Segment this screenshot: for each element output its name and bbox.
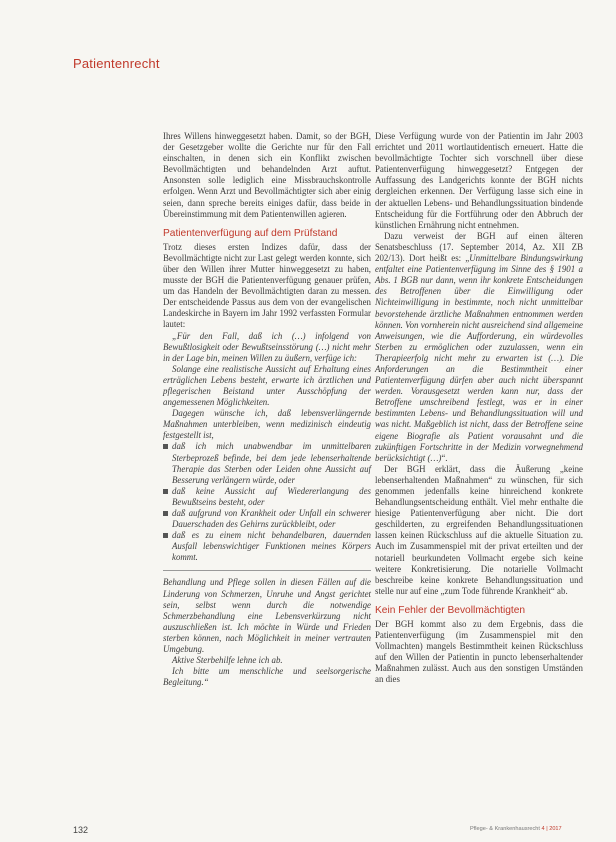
text-run: Dazu verweist der BGH auf einen älteren Senatsbeschluss (17. September 2014, Az. XII ZB 202/13). Dort heißt es: „ — [375, 230, 583, 264]
journal-name: Pflege- & Krankenhausrecht — [470, 826, 540, 832]
footer-journal — [470, 826, 562, 832]
text-run: “. — [441, 452, 448, 463]
quote-paragraph: Dagegen wünsche ich, daß lebensverlängernde Maßnahmen unterbleiben, wenn medizinisch eindeutig festgestellt ist, — [163, 408, 371, 441]
section-title: Patientenrecht — [73, 56, 160, 71]
list-item: daß ich mich unabwendbar im unmittelbaren Sterbeprozeß befinde, bei dem jede lebenserhaltende Therapie das Sterben oder Leiden ohne Aussicht auf Besserung verlängern würde, oder — [163, 441, 371, 485]
list-item: daß keine Aussicht auf Wiedererlangung des Bewußtseins besteht, oder — [163, 486, 371, 508]
paragraph: Trotz dieses ersten Indizes dafür, dass der Bevollmächtigte nicht zur Last gelegt werden konnte, sich über den Willen ihrer Mutter hinweggesetzt zu haben, musste der BGH die Patientenverfügung genauer prüfen, um das Handeln der Bevollmächtigten daran zu messen. Der entscheidende Passus aus dem von der evangelischen Landeskirche in Bayern im Jahr 1992 verfassten Formular lautet: — [163, 241, 371, 330]
page-number: 132 — [73, 825, 89, 835]
subheading: Kein Fehler der Bevollmächtigten — [375, 604, 526, 616]
paragraph: Ihres Willens hinweggesetzt haben. Damit, so der BGH, der Gesetzgeber wollte die Gerichte nur für den Fall einschalten, in denen sich ein Konflikt zwischen Bevollmächtigten und behandelnden Arzt auftut. Ansonsten solle lediglich eine Missbrauchskontrolle erfolgen. Wenn Arzt und Bevollmächtigter sich aber einig seien, dann spreche bereits einiges dafür, dass beide in Übereinstimmung mit dem Patientenwillen agieren. — [163, 131, 371, 219]
list-item: daß es zu einem nicht behandelbaren, dauernden Ausfall lebenswichtiger Funktionen meines Körpers kommt. — [163, 530, 371, 563]
bullet-list — [163, 441, 371, 563]
right-column — [375, 131, 583, 686]
quote-paragraph: Ich bitte um menschliche und seelsorgerische Begleitung.“ — [163, 666, 371, 688]
quote-paragraph: Aktive Sterbehilfe lehne ich ab. — [172, 655, 283, 666]
journal-issue: 4 | 2017 — [541, 826, 562, 832]
list-item: daß aufgrund von Krankheit oder Unfall ein schwerer Dauerschaden des Gehirns zurückbleibt, oder — [163, 508, 371, 530]
quote-paragraph: „Für den Fall, daß ich (…) infolgend von Bewußtlosigkeit oder Bewußtseinsstörung (…) nicht mehr in der Lage bin, meinen Willen zu äußern, verfüge ich: — [163, 330, 371, 363]
quote-paragraph: Behandlung und Pflege sollen in diesen Fällen auf die Linderung von Schmerzen, Unruhe und Angst gerichtet sein, selbst wenn durch die notwendige Schmerzbehandlung eine Lebensverkürzung nicht auszuschließen ist. Ich möchte in Würde und Frieden sterben können, nach Möglichkeit in meiner vertrauten Umgebung. — [163, 577, 371, 655]
left-column — [163, 131, 371, 688]
paragraph — [375, 231, 583, 464]
quote-paragraph: Solange eine realistische Aussicht auf Erhaltung eines erträglichen Lebens besteht, erwarte ich ärztlichen und pflegerischen Beistand unter Ausschöpfung der angemessenen Möglichkeiten. — [163, 363, 371, 408]
citation-text: Unmittelbare Bindungswirkung entfaltet eine Patientenverfügung im Sinne des § 1901 a Abs. 1 BGB nur dann, wenn ihr konkrete Entscheidungen des Betroffenen über die Einwilligung oder Nichteinwilligung in bestimmte, noch nicht unmittelbar bevorstehende ärztliche Maßnahmen entnommen werden können. Von vornherein nicht ausreichend sind allgemeine Anweisungen, wie die Aufforderung, ein würdevolles Sterben zu ermöglichen oder zuzulassen, wenn ein Therapieerfolg nicht mehr zu erwarten ist (…). Die Anforderungen an die Bestimmtheit einer Patientenverfügung dürfen aber auch nicht überspannt werden. Vorausgesetzt werden kann nur, dass der Betroffene umschreibend festlegt, was er in einer bestimmten Lebens- und Behandlungssituation will und was nicht. Maßgeblich ist nicht, dass der Betroffene seine eigene Biografie als Patient vorausahnt und die zukünftigen Fortschritte in der Medizin vorwegnehmend berücksichtigt (…) — [375, 253, 583, 463]
paragraph: Diese Verfügung wurde von der Patientin im Jahr 2003 errichtet und 2011 wortlautidentisch erneuert. Hatte die bevollmächtigte Tochter sich vorschnell über diese Patientenverfügung hinweggesetzt? Entgegen der Auffassung des Landgerichts konnte der BGH nichts dergleichen erkennen. Der Verfügung lasse sich eine in der aktuellen Lebens- und Behandlungssituation bindende Entscheidung für die Fortführung oder den Abbruch der künstlichen Ernährung nicht entnehmen. — [375, 131, 583, 230]
paragraph: Der BGH kommt also zu dem Ergebnis, dass die Patientenverfügung (im Zusammenspiel mit den Vollmachten) mangels Bestimmtheit keinen Rückschluss auf den Willen der Patientin in puncto lebenserhaltender Maßnahmen zulässt. Auch aus den sonstigen Umständen an dies — [375, 618, 583, 685]
divider — [163, 570, 371, 571]
paragraph: Der BGH erklärt, dass die Äußerung „keine lebenserhaltenden Maßnahmen“ zu wünschen, für sich genommen jedenfalls keine hinreichend konkrete Behandlungsentscheidung enthält. Viel mehr enthalte die hiesige Patientenverfügung aber nicht. Die dort geschilderten, zu ergreifenden Behandlungssituationen lassen keinen Rückschluss auf die aktuelle Situation zu. Auch im Zusammenspiel mit der privat erteilten und der notariell beurkundeten Vollmacht ergebe sich keine weitere Konkretisierung. Die notarielle Vollmacht beschreibe keine konkrete Behandlungssituation und stelle nur auf eine „zum Tode führende Krankheit“ ab. — [375, 463, 583, 596]
subheading: Patientenverfügung auf dem Prüfstand — [163, 227, 338, 239]
